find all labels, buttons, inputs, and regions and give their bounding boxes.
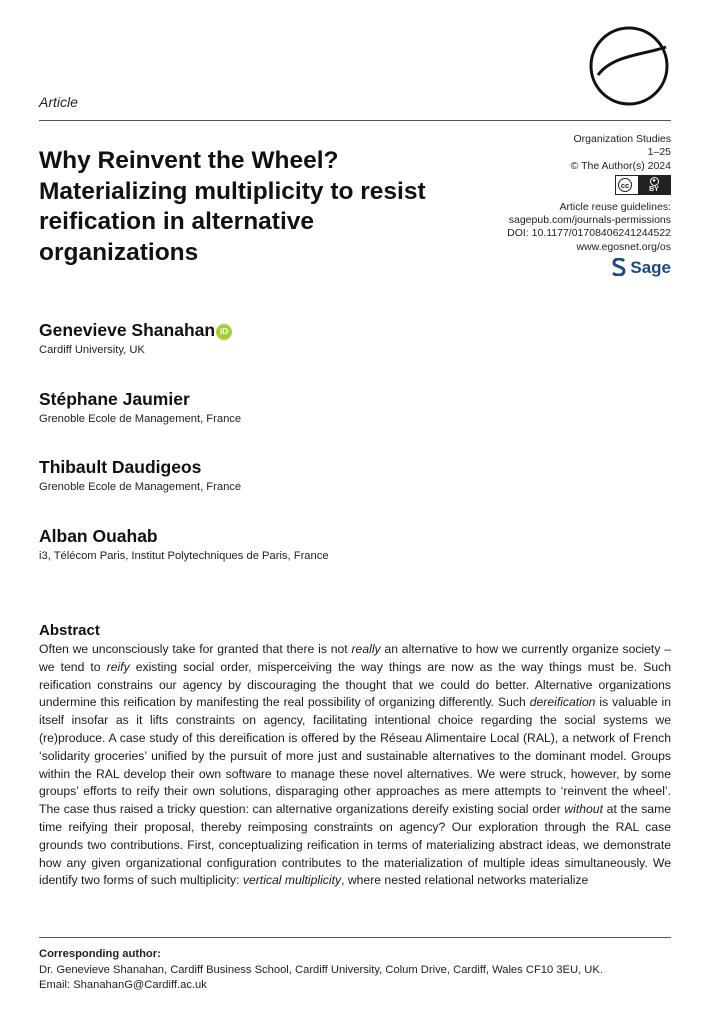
- publisher-logo: [612, 258, 671, 276]
- sage-s-icon: [612, 258, 626, 276]
- journal-name: Organization Studies: [573, 133, 671, 145]
- journal-website-link[interactable]: www.egosnet.org/os: [576, 240, 671, 253]
- publisher-name: Sage: [630, 257, 671, 277]
- abstract-heading: Abstract: [39, 622, 100, 639]
- cc-icon: cc: [618, 178, 632, 192]
- corresponding-author-email[interactable]: Email: ShanahanG@Cardiff.ac.uk: [39, 979, 207, 992]
- journal-logo-icon: [588, 25, 670, 107]
- author-affiliation: i3, Télécom Paris, Institut Polytechniques de Paris, France: [39, 550, 329, 562]
- orcid-icon[interactable]: iD: [216, 324, 232, 340]
- author-name: Stéphane Jaumier: [39, 389, 190, 409]
- publication-meta: [507, 133, 671, 281]
- header-divider: [39, 120, 671, 121]
- corresponding-author-address: Dr. Genevieve Shanahan, Cardiff Business School, Cardiff University, Colum Drive, Cardiff, Wales CF10 3EU, UK.: [39, 963, 603, 976]
- corresponding-author-footer: [39, 947, 671, 994]
- reuse-guidelines-link[interactable]: sagepub.com/journals-permissions: [508, 214, 671, 227]
- author-name: Thibault Daudigeos: [39, 457, 202, 477]
- author-affiliation: Grenoble Ecole de Management, France: [39, 481, 242, 493]
- author-name: Genevieve Shanahan: [39, 320, 216, 340]
- copyright: © The Author(s) 2024: [570, 159, 671, 172]
- author-block: [39, 526, 539, 562]
- doi-link[interactable]: DOI: 10.1177/01708406241244522: [507, 227, 671, 240]
- author-affiliation: Grenoble Ecole de Management, France: [39, 413, 242, 425]
- reuse-guidelines-label: Article reuse guidelines:: [559, 200, 671, 213]
- cc-by-label: BY: [649, 186, 659, 194]
- cc-by-license-icon[interactable]: [615, 175, 671, 195]
- author-affiliation: Cardiff University, UK: [39, 344, 145, 356]
- abstract-text: Often we unconsciously take for granted that there is not really an alternative to how we currently organize society – we tend to reify existing social order, misperceiving the way things are now as the way things must be. Such reification constrains our agency by discouraging the thought that we could do better. Alternative organizations undermine this reification by manifesting the real possibility of organizing differently. Such dereification is valuable in itself insofar as it lifts constraints on agency, facilitating intentional choice regarding the social systems we (re)produce. A case study of this dereification is offered by the Réseau Alimentaire Local (RAL), a network of French ‘solidarity groceries’ unified by the pursuit of more just and sustainable alternatives to the dominant model. Groups within the RAL develop their own software to manage these novel alternatives. We were struck, however, by some groups’ efforts to reify their own solutions, disparaging other approaches as mere attempts to ‘reinvent the wheel’. The case thus raised a tricky question: can alternative organizations dereify existing social order without at the same time reifying their proposal, thereby reimposing constraints on agency? Our exploration through the RAL case grounds two contributions. First, conceptualizing reification in terms of materializing abstract ideas, we demonstrate how any given organizational configuration contributes to the materialization of multiple ideas simultaneously. We identify two forms of such multiplicity: vertical multiplicity, where nested relational networks materialize: [39, 642, 671, 888]
- author-block: [39, 320, 539, 356]
- page-range: 1–25: [647, 146, 671, 159]
- author-name: Alban Ouahab: [39, 526, 158, 546]
- footer-divider: [39, 937, 671, 938]
- author-block: [39, 389, 539, 425]
- corresponding-author-heading: Corresponding author:: [39, 948, 161, 960]
- author-block: [39, 457, 539, 493]
- article-title: Why Reinvent the Wheel? Materializing multiplicity to resist reification in alternative organizations: [39, 147, 426, 266]
- article-type: Article: [39, 94, 78, 110]
- attribution-icon: ●: [650, 177, 659, 186]
